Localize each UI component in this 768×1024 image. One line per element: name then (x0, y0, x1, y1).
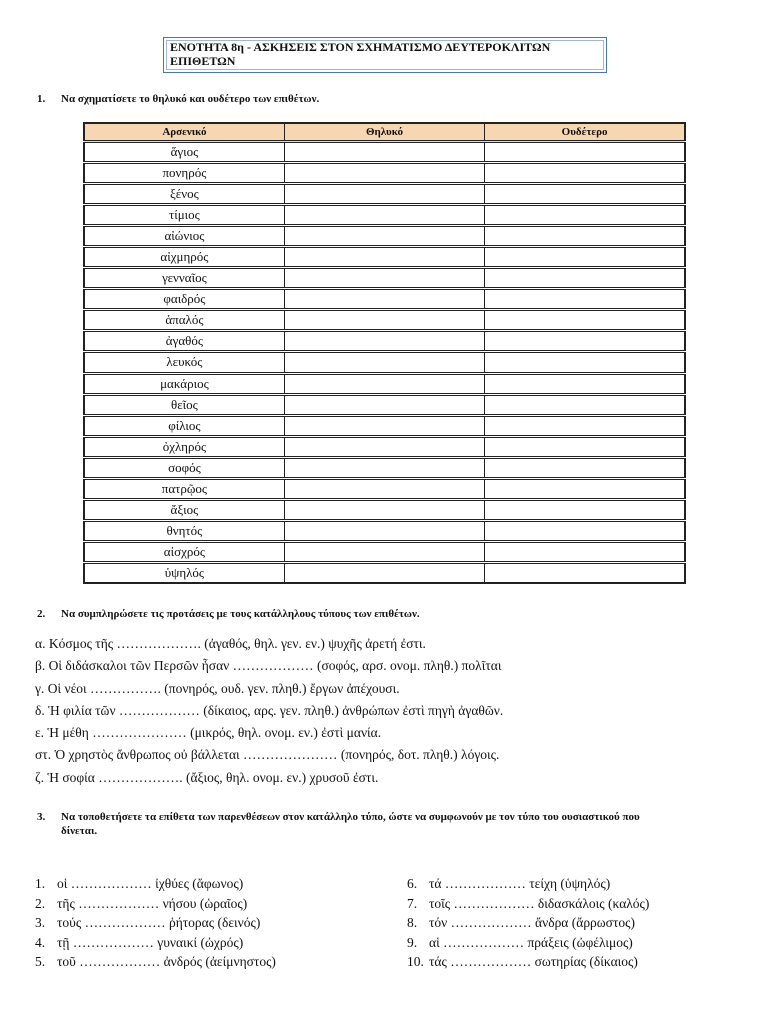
phrase-number: 10. (407, 954, 424, 969)
phrase-item (407, 952, 649, 972)
phrase-item (35, 952, 276, 972)
table-row (84, 436, 685, 457)
masculine-cell: γενναῖος (84, 268, 284, 289)
neuter-answer-cell[interactable] (485, 289, 685, 310)
table-header-row (84, 123, 685, 142)
masculine-cell: φαιδρός (84, 289, 284, 310)
exercise-2-sentences (35, 633, 735, 789)
feminine-answer-cell[interactable] (284, 457, 484, 478)
feminine-answer-cell[interactable] (284, 247, 484, 268)
table-row (84, 226, 685, 247)
phrase-number: 3. (35, 915, 46, 930)
feminine-answer-cell[interactable] (284, 163, 484, 184)
table-row (84, 205, 685, 226)
feminine-answer-cell[interactable] (284, 352, 484, 373)
header-feminine: Θηλυκό (284, 123, 484, 142)
neuter-answer-cell[interactable] (485, 184, 685, 205)
neuter-answer-cell[interactable] (485, 541, 685, 562)
masculine-cell: ἄξιος (84, 499, 284, 520)
exercise-3-left-column (35, 874, 276, 972)
feminine-answer-cell[interactable] (284, 499, 484, 520)
feminine-answer-cell[interactable] (284, 541, 484, 562)
exercise-2-heading (37, 607, 420, 621)
neuter-answer-cell[interactable] (485, 478, 685, 499)
neuter-answer-cell[interactable] (485, 163, 685, 184)
masculine-cell: θεῖος (84, 394, 284, 415)
neuter-answer-cell[interactable] (485, 415, 685, 436)
table-row (84, 331, 685, 352)
neuter-answer-cell[interactable] (485, 562, 685, 583)
neuter-answer-cell[interactable] (485, 373, 685, 394)
table-row (84, 478, 685, 499)
masculine-cell: σοφός (84, 457, 284, 478)
table-row (84, 457, 685, 478)
masculine-cell: ἀγαθός (84, 331, 284, 352)
exercise-3-instruction-cont: δίνεται. (61, 825, 98, 837)
masculine-cell: θνητός (84, 520, 284, 541)
feminine-answer-cell[interactable] (284, 331, 484, 352)
table-row (84, 142, 685, 163)
table-row (84, 184, 685, 205)
masculine-cell: αἰσχρός (84, 541, 284, 562)
neuter-answer-cell[interactable] (485, 394, 685, 415)
phrase-number: 6. (407, 876, 418, 891)
exercise-2-instruction: Να συμπληρώσετε τις προτάσεις με τους κατάλληλους τύπους των επιθέτων. (61, 608, 420, 620)
exercise-3-heading (37, 810, 727, 838)
masculine-cell: μακάριος (84, 373, 284, 394)
feminine-answer-cell[interactable] (284, 289, 484, 310)
feminine-answer-cell[interactable] (284, 562, 484, 583)
exercise-1-instruction: Να σχηματίσετε το θηλυκό και ουδέτερο των επιθέτων. (61, 93, 320, 105)
masculine-cell: ξένος (84, 184, 284, 205)
feminine-answer-cell[interactable] (284, 205, 484, 226)
neuter-answer-cell[interactable] (485, 310, 685, 331)
masculine-cell: φίλιος (84, 415, 284, 436)
exercise-3-instruction: Να τοποθετήσετε τα επίθετα των παρενθέσεων στον κατάλληλο τύπο, ώστε να συμφωνούν με τον τύπο του ουσιαστικού που (61, 811, 640, 823)
table-row (84, 499, 685, 520)
exercise-2-number: 2. (37, 608, 46, 620)
feminine-answer-cell[interactable] (284, 310, 484, 331)
table-row (84, 541, 685, 562)
neuter-answer-cell[interactable] (485, 247, 685, 268)
table-row (84, 520, 685, 541)
phrase-number: 7. (407, 895, 418, 911)
feminine-answer-cell[interactable] (284, 520, 484, 541)
masculine-cell: ἅγιος (84, 142, 284, 163)
phrase-text: τῆς ……………… νήσου (ὡραῖος) (57, 895, 248, 911)
phrase-number: 2. (35, 895, 46, 911)
table-row (84, 310, 685, 331)
exercise-1-heading (37, 92, 319, 106)
masculine-cell: ὀχληρός (84, 436, 284, 457)
table-row (84, 289, 685, 310)
neuter-answer-cell[interactable] (485, 520, 685, 541)
phrase-item (407, 913, 649, 933)
neuter-answer-cell[interactable] (485, 331, 685, 352)
sentence-item: δ. Ἡ φιλία τῶν ……………… (δίκαιος, αρς. γεν. πληθ.) ἀνθρώπων ἐστὶ πηγὴ ἀγαθῶν. (35, 702, 504, 718)
table-row (84, 163, 685, 184)
sentence-item: ε. Ἡ μέθη ………………… (μικρός, θηλ. ονομ. εν.) ἐστὶ μανία. (35, 725, 382, 741)
title-box (163, 37, 607, 73)
sentence-item: β. Οἱ διδάσκαλοι τῶν Περσῶν ἦσαν ……………… (σοφός, αρσ. ονομ. πληθ.) πολῖται (35, 658, 502, 674)
sentence-item: στ. Ὁ χρηστὸς ἄνθρωπος οὐ βάλλεται ………………… (πονηρός, δοτ. πληθ.) λόγοις. (35, 747, 500, 763)
masculine-cell: πατρῷος (84, 478, 284, 499)
phrase-text: τοῦ ……………… ἀνδρός (ἀείμνηστος) (57, 954, 276, 969)
feminine-answer-cell[interactable] (284, 226, 484, 247)
neuter-answer-cell[interactable] (485, 226, 685, 247)
sentence-item: γ. Οἱ νέοι ……………. (πονηρός, ουδ. γεν. πληθ.) ἔργων ἀπέχουσι. (35, 680, 400, 696)
masculine-cell: ὑψηλός (84, 562, 284, 583)
feminine-answer-cell[interactable] (284, 436, 484, 457)
feminine-answer-cell[interactable] (284, 394, 484, 415)
neuter-answer-cell[interactable] (485, 499, 685, 520)
phrase-text: τόν ……………… ἄνδρα (ἄρρωστος) (429, 915, 635, 930)
header-neuter: Ουδέτερο (485, 123, 685, 142)
phrase-item (35, 874, 276, 894)
table-row (84, 373, 685, 394)
exercise-3-right-column (407, 874, 649, 972)
phrase-number: 1. (35, 876, 46, 891)
neuter-answer-cell[interactable] (485, 205, 685, 226)
phrase-text: τοῖς ……………… διδασκάλοις (καλός) (429, 895, 650, 911)
phrase-number: 8. (407, 915, 418, 930)
table-row (84, 268, 685, 289)
table-row (84, 415, 685, 436)
masculine-cell: αἰχμηρός (84, 247, 284, 268)
phrase-item (35, 933, 276, 953)
masculine-cell: πονηρός (84, 163, 284, 184)
feminine-answer-cell[interactable] (284, 478, 484, 499)
phrase-text: τάς ……………… σωτηρίας (δίκαιος) (429, 954, 638, 969)
neuter-answer-cell[interactable] (485, 268, 685, 289)
phrase-text: αἱ ……………… πράξεις (ὠφέλιμος) (429, 934, 633, 950)
phrase-number: 4. (35, 934, 46, 950)
phrase-number: 9. (407, 934, 418, 950)
phrase-item (407, 894, 649, 914)
sentence-item: ζ. Ἡ σοφία ………………. (ἄξιος, θηλ. ονομ. εν.) χρυσοῦ ἐστι. (35, 769, 379, 785)
feminine-answer-cell[interactable] (284, 184, 484, 205)
feminine-answer-cell[interactable] (284, 268, 484, 289)
phrase-number: 5. (35, 954, 46, 969)
phrase-item (35, 894, 276, 914)
table-row (84, 562, 685, 583)
feminine-answer-cell[interactable] (284, 415, 484, 436)
masculine-cell: τίμιος (84, 205, 284, 226)
masculine-cell: λευκός (84, 352, 284, 373)
phrase-item (407, 933, 649, 953)
feminine-answer-cell[interactable] (284, 142, 484, 163)
table-row (84, 394, 685, 415)
phrase-text: τά ……………… τείχη (ὑψηλός) (429, 876, 611, 891)
exercise-3-number: 3. (37, 811, 46, 823)
phrase-item (35, 913, 276, 933)
neuter-answer-cell[interactable] (485, 352, 685, 373)
masculine-cell: αἰώνιος (84, 226, 284, 247)
neuter-answer-cell[interactable] (485, 436, 685, 457)
masculine-cell: ἁπαλός (84, 310, 284, 331)
table-row (84, 247, 685, 268)
phrase-item (407, 874, 649, 894)
phrase-text: οἱ ……………… ἰχθύες (ἄφωνος) (57, 876, 244, 891)
document-title: ΕΝΟΤΗΤΑ 8η - ΑΣΚΗΣΕΙΣ ΣΤΟΝ ΣΧΗΜΑΤΙΣΜΟ ΔΕΥΤΕΡΟΚΛΙΤΩΝ ΕΠΙΘΕΤΩΝ (170, 40, 551, 68)
table-row (84, 352, 685, 373)
sentence-item: α. Κόσμος τῆς ………………. (ἀγαθός, θηλ. γεν. εν.) ψυχῆς ἀρετή ἐστι. (35, 636, 426, 651)
neuter-answer-cell[interactable] (485, 142, 685, 163)
adjectives-table (83, 122, 686, 584)
header-masculine: Αρσενικό (84, 123, 284, 142)
neuter-answer-cell[interactable] (485, 457, 685, 478)
feminine-answer-cell[interactable] (284, 373, 484, 394)
phrase-text: τούς ……………… ῥήτορας (δεινός) (57, 915, 261, 930)
phrase-text: τῇ ……………… γυναικί (ὠχρός) (57, 934, 244, 950)
exercise-1-number: 1. (37, 93, 46, 105)
